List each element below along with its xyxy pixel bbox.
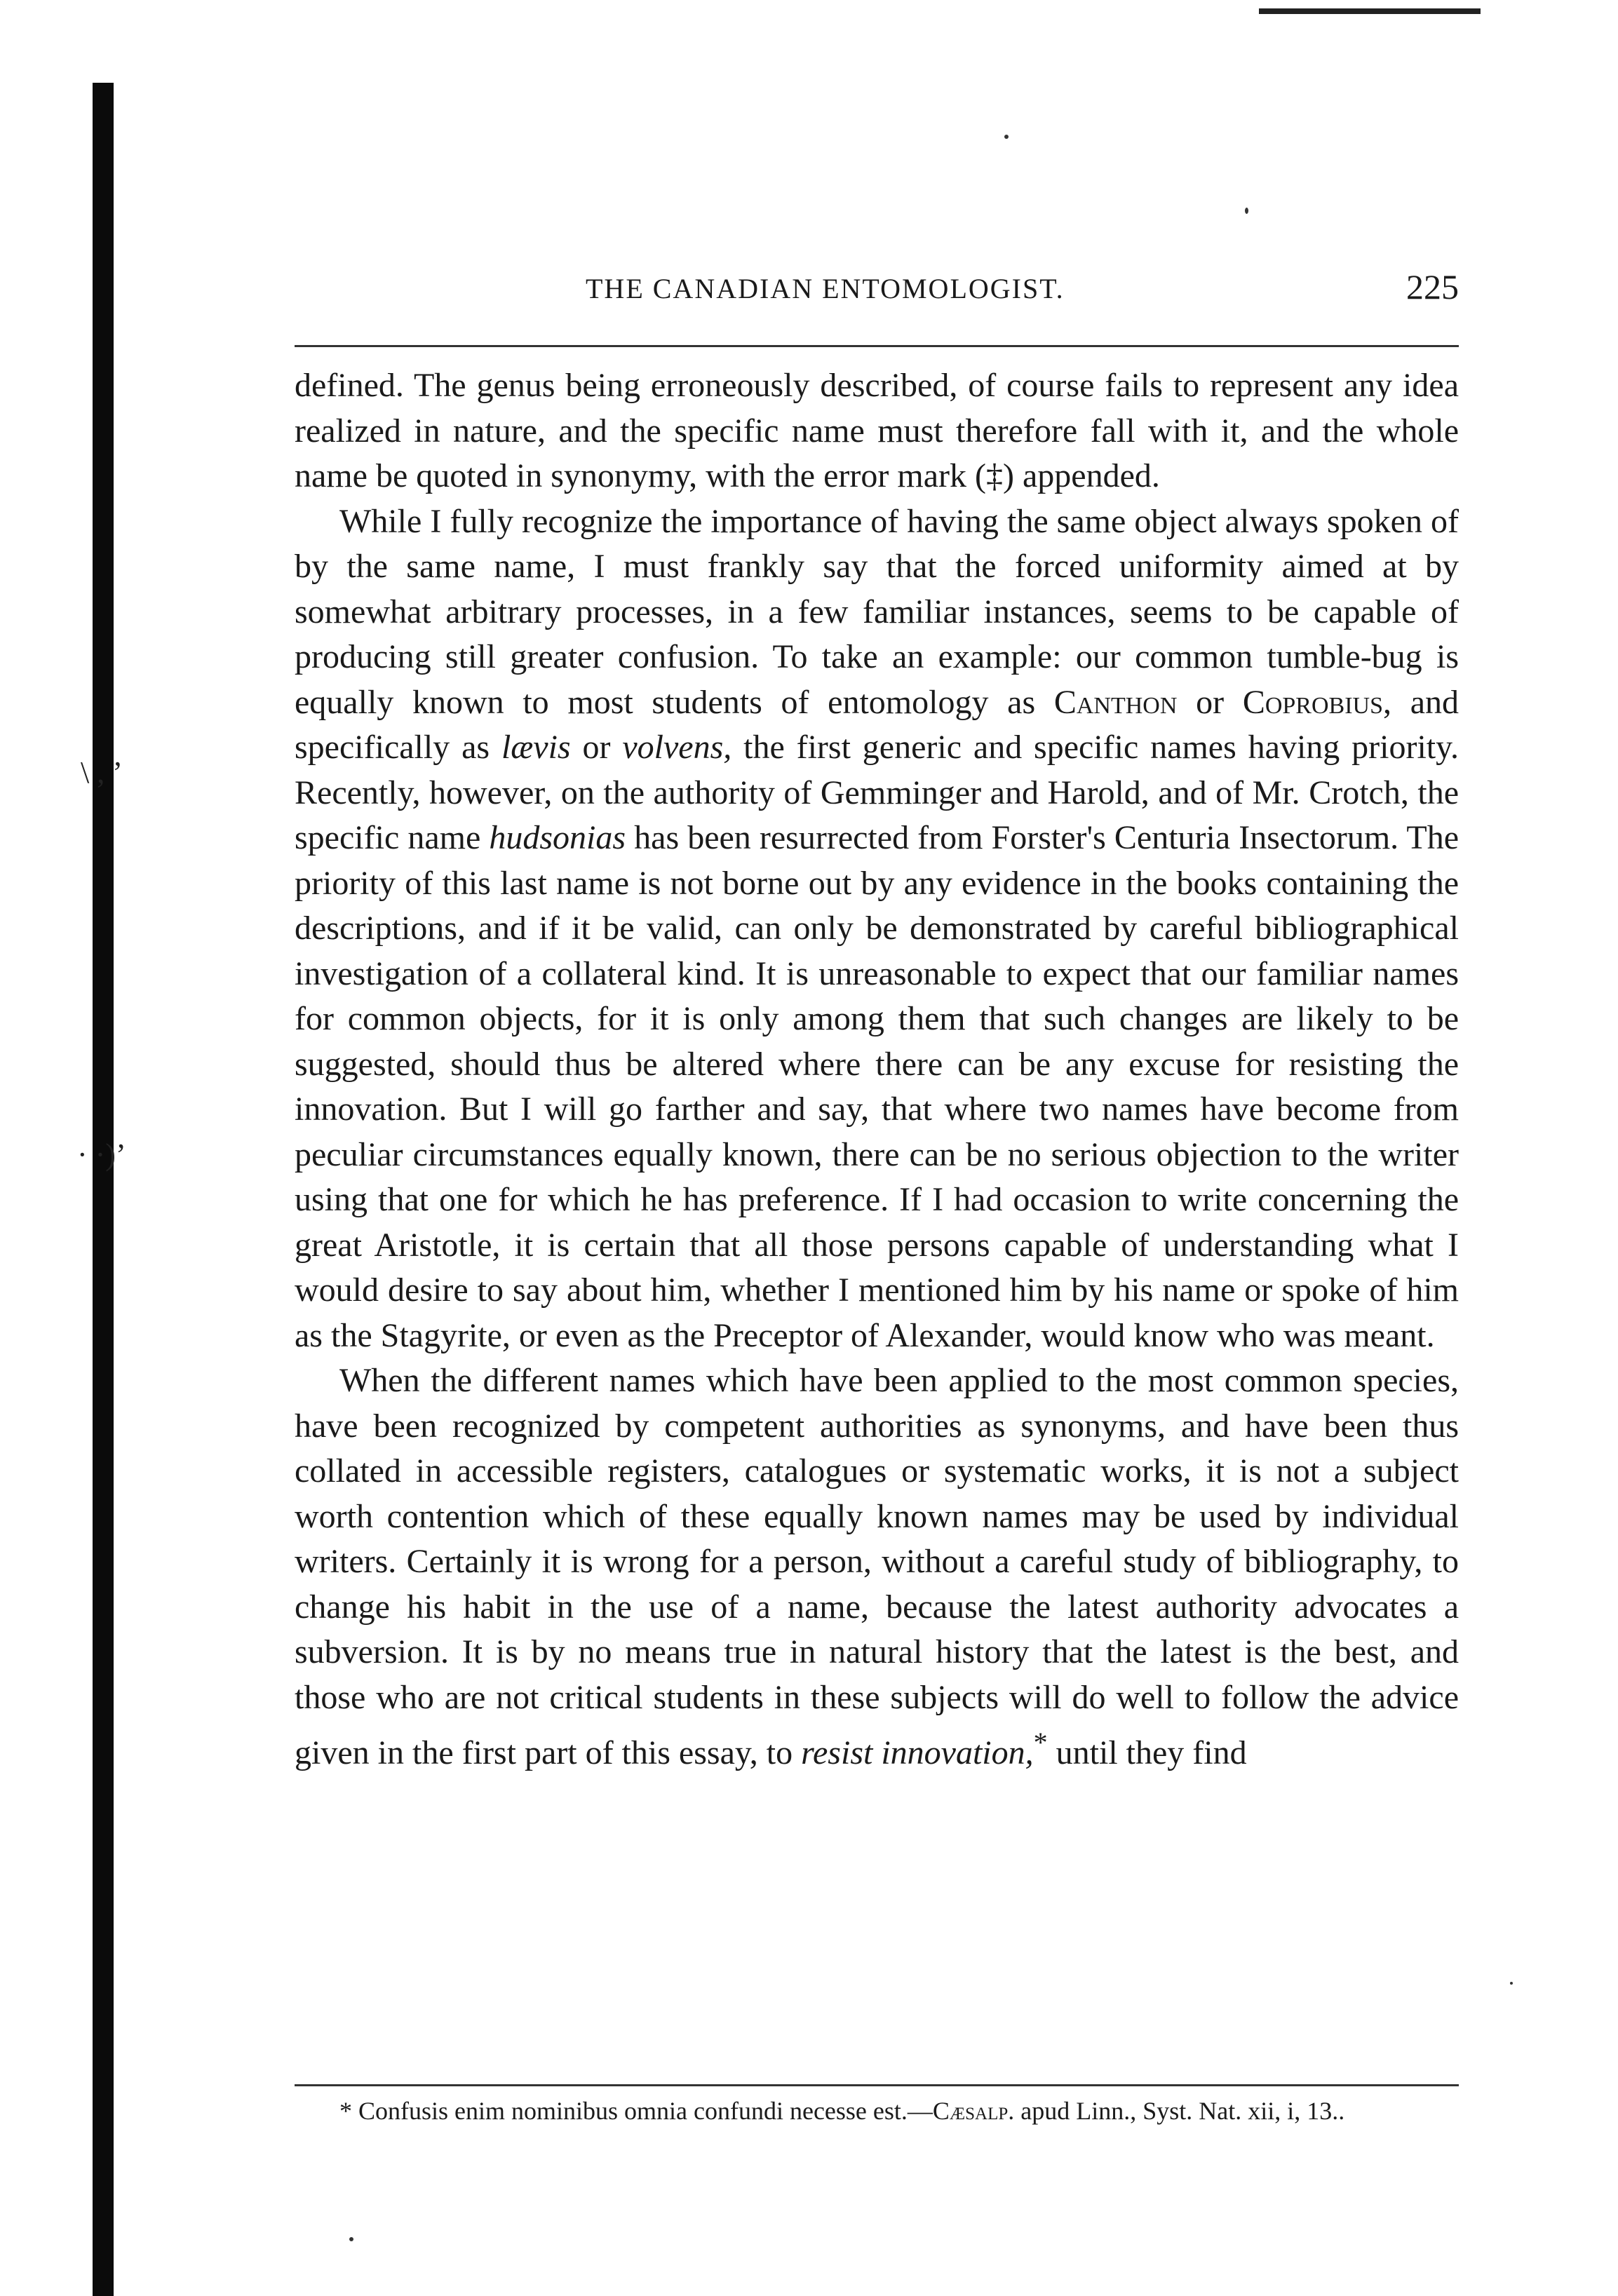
scan-top-rule	[1259, 8, 1481, 14]
footnote-source: apud Linn., Syst. Nat. xii, i, 13..	[1020, 2097, 1345, 2125]
scan-speck	[1245, 208, 1248, 214]
footnote-rule	[295, 2084, 1459, 2086]
resist-innovation: resist innovation,	[801, 1734, 1034, 1771]
species-volvens: volvens,	[622, 729, 732, 766]
footnote	[295, 2094, 1459, 2128]
genus-coprobius: Coprobius	[1242, 683, 1383, 721]
margin-mark-upper: \ , ’	[81, 755, 123, 790]
genus-canthon: Canthon	[1053, 683, 1178, 721]
paragraph-3: When the different names which have been applied to the most common species, have been recognized by competent authorities as synonyms, and have been thus collated in accessible registers, catalogues or systematic works, it is not a subject worth contention which of these equally known names may be used by individual writers. Certainly it is wrong for a person, without a careful study of bibliography, to change his habit in the use of a name, because the latest authority advocates a subversion. It is by no means true in natural history that the latest is the best, and those who are not critical students in these subjects will do well to follow the advice given in the first part of this essay, to resist innovation,* until they find	[295, 1362, 1459, 1771]
page-header	[295, 266, 1459, 323]
species-laevis: lævis	[501, 729, 571, 766]
margin-mark-lower: · ·)’	[77, 1137, 126, 1172]
scan-speck	[1510, 1982, 1513, 1985]
scan-speck	[349, 2237, 353, 2241]
footnote-text: Confusis enim nominibus omnia confundi necesse est.—	[358, 2097, 933, 2125]
footnote-marker: *	[339, 2097, 352, 2125]
header-rule	[295, 345, 1459, 347]
page-number: 225	[1406, 267, 1459, 306]
footnote-ref: *	[1033, 1727, 1048, 1758]
footnote-author: Cæsalp.	[932, 2097, 1015, 2125]
scan-speck	[1004, 135, 1009, 139]
paragraph-2: While I fully recognize the importance of having the same object always spoken of by the same name, I must frankly say that the forced uniformity aimed at by somewhat arbitrary processes, in a few familiar instances, seems to be capable of producing still greater confusion. To take an example: our common tumble-bug is equally known to most students of entomology as Canthon or Coprobius, and specifically as lævis or volvens, the first generic and specific names having priority. Recently, however, on the authority of Gemminger and Harold, and of Mr. Crotch, the specific name hudsonias has been resurrected from Forster's Centuria Insectorum. The priority of this last name is not borne out by any evidence in the books containing the descriptions, and if it be valid, can only be demonstrated by careful bibliographical investigation of a collateral kind. It is unreasonable to expect that our familiar names for common objects, for it is only among them that such changes are likely to be suggested, should thus be altered where there can be any excuse for resisting the innovation. But I will go farther and say, that where two names have become from peculiar circumstances equally known, there can be no serious objection to the writer using that one for which he has preference. If I had occasion to write concerning the great Aristotle, it is certain that all those persons capable of understanding what I would desire to say about him, whether I mentioned him by his name or spoke of him as the Stagyrite, or even as the Preceptor of Alexander, would know who was meant.	[295, 502, 1459, 1354]
scan-binding-edge	[93, 83, 114, 2296]
paragraph-1: defined. The genus being erroneously described, of course fails to represent any idea realized in nature, and the specific name must therefore fall with it, and the whole name be quoted in synonymy, with the error mark (‡) appended.	[295, 367, 1459, 494]
running-head: THE CANADIAN ENTOMOLOGIST.	[586, 273, 1065, 304]
species-hudsonias: hudsonias	[489, 819, 626, 856]
body-text	[295, 363, 1459, 1776]
